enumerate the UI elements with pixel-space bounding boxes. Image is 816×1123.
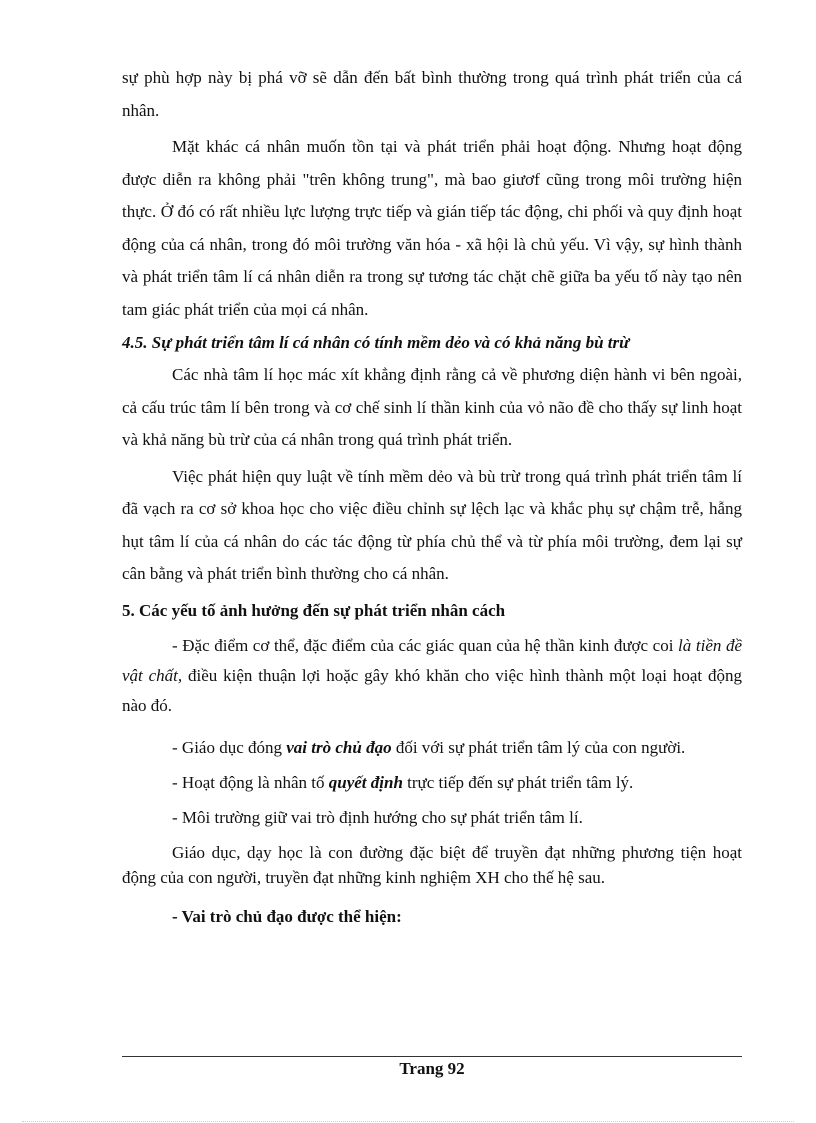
paragraph-leading-role: - Vai trò chủ đạo được thể hiện: <box>172 906 402 926</box>
bullet-text: - Giáo dục đóng <box>172 737 287 757</box>
bullet-environment: - Môi trường giữ vai trò định hướng cho sự phát triển tâm lí. <box>172 807 583 827</box>
bullet-text: - Hoạt động là nhân tố <box>172 772 329 792</box>
section-heading-4-5: 4.5. Sự phát triển tâm lí cá nhân có tính mềm dẻo và có khả năng bù trừ <box>122 333 630 352</box>
paragraph-flexibility-law: Việc phát hiện quy luật về tính mềm dẻo và bù trừ trong quá trình phát triển tâm lí đã vạch ra cơ sở khoa học cho việc điều chỉnh sự lệch lạc và khắc phụ sự chậm trễ, hẫng hụt tâm lí của cá nhân do các tác động từ phía chủ thể và từ phía môi trường, đem lại sự cân bằng và phát triển bình thường cho cá nhân. <box>122 466 742 583</box>
section-heading-5: 5. Các yếu tố ảnh hưởng đến sự phát triển nhân cách <box>122 600 506 620</box>
bullet-text: - Đặc điểm cơ thể, đặc điểm của các giác quan của hệ thần kinh được coi <box>172 635 679 655</box>
document-page <box>122 62 742 929</box>
paragraph-environment: Mặt khác cá nhân muốn tồn tại và phát triển phải hoạt động. Nhưng hoạt động được diễn ra không phải "trên không trung", mà bao giươf cũng trong môi trường hiện thực. Ở đó có rất nhiều lực lượng trực tiếp và gián tiếp tác động, chi phối và quy định hoạt động của cá nhân, trong đó môi trường văn hóa - xã hội là chủ yếu. Vì vậy, sự hình thành và phát triển tâm lí cá nhân diễn ra trong sự tương tác chặt chẽ giữa ba yếu tố này tạo nên tam giác phát triển của mọi cá nhân. <box>122 137 742 319</box>
paragraph-continuation: sự phù hợp này bị phá vỡ sẽ dẫn đến bất bình thường trong quá trình phát triển của cá nhân. <box>122 68 742 120</box>
paragraph-teaching: Giáo dục, dạy học là con đường đặc biệt để truyền đạt những phương tiện hoạt động của con người, truyền đạt những kinh nghiệm XH cho thế hệ sau. <box>122 842 742 887</box>
bullet-education <box>122 735 742 760</box>
emphasis-text: quyết định <box>328 772 403 792</box>
page-number: Trang 92 <box>399 1059 465 1078</box>
emphasis-text: vai trò chủ đạo <box>286 737 392 757</box>
bullet-activity <box>122 770 742 795</box>
bullet-body-features <box>122 631 742 721</box>
emphasis-text: là tiền đề vật chất, <box>122 635 743 685</box>
bullet-text: điều kiện thuận lợi hoặc gây khó khăn cho việc hình thành một loại hoạt động nào đó. <box>122 665 742 715</box>
page-bottom-border <box>22 1121 794 1122</box>
footer-divider <box>122 1056 742 1057</box>
bullet-text: đối với sự phát triển tâm lý của con người. <box>391 737 686 757</box>
paragraph-marxist-psychologists: Các nhà tâm lí học mác xít khẳng định rằng cả về phương diện hành vi bên ngoài, cả cấu trúc tâm lí bên trong và cơ chế sinh lí thần kinh của vỏ não đề cho thấy sự linh hoạt và khả năng bù trừ của cá nhân trong quá trình phát triển. <box>122 365 742 449</box>
bullet-text: trực tiếp đến sự phát triển tâm lý. <box>402 772 634 792</box>
